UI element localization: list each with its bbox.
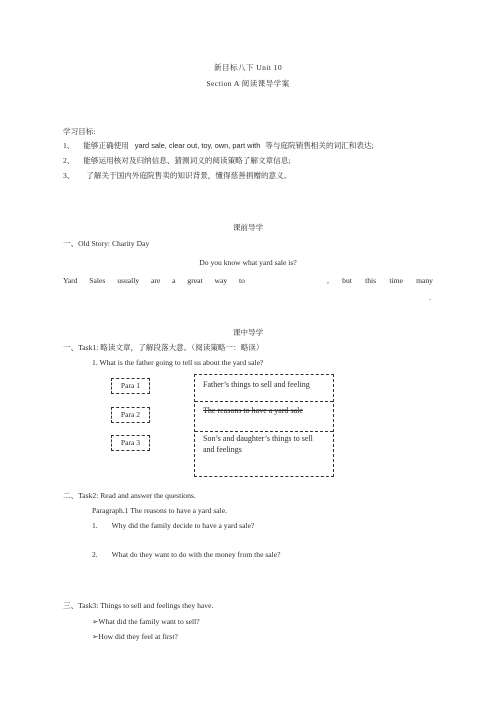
match-reasons: The reasons to have a yard sale	[203, 406, 303, 415]
sentence-word: Yard	[63, 276, 78, 285]
sentence-word: time	[389, 276, 403, 285]
objective-item-3	[63, 170, 291, 181]
match-son-daughter-things: Son’s and daughter’s things to sell	[203, 434, 313, 443]
task2-paragraph-label: Paragraph.1 The reasons to have a yard sale.	[92, 506, 228, 515]
task3-label: 三、Task3: Things to sell and feelings they have.	[63, 601, 214, 610]
yard-sale-sentence-start	[63, 276, 245, 285]
sentence-word: usually	[117, 276, 140, 285]
sentence-word: Sales	[89, 276, 106, 285]
old-story-label: 一、Old Story: Charity Day	[63, 239, 150, 248]
match-divider	[195, 401, 333, 402]
match-feelings: and feelings	[203, 445, 242, 454]
yard-sale-sentence-end	[327, 276, 433, 285]
task1-question: 1. What is the father going to tell us about the yard sale?	[92, 358, 264, 367]
objective-number: 1、	[63, 141, 75, 150]
task2-question-2	[92, 550, 281, 559]
objective-number: 3、	[63, 171, 75, 180]
para-3-box[interactable]: Para 3	[111, 435, 150, 451]
objective-text: 了解关于国内外庭院售卖的知识背景，懂得慈善捐赠的意义。	[86, 171, 292, 180]
match-father-things: Father’s things to sell and feeling	[203, 380, 310, 389]
task1-label: 一、Task1: 略读文章，了解段落大意。（阅读策略一：略读）	[63, 343, 264, 352]
page-subtitle: Section A 阅读课导学案	[206, 79, 290, 88]
sentence-word: but	[342, 276, 352, 285]
sentence-word: way	[214, 276, 228, 285]
objective-english-terms: yard sale, clear out, toy, own, part with	[134, 141, 261, 150]
objective-item-2	[63, 155, 290, 166]
objective-number: 2、	[63, 156, 75, 165]
objective-item-1	[63, 140, 374, 151]
match-divider	[195, 431, 333, 432]
task2-label: 二、Task2: Read and answer the questions.	[63, 491, 196, 500]
objective-text: 能够正确使用	[83, 141, 129, 150]
page-title: 新目标八下 Unit 10	[213, 63, 283, 72]
sentence-word: great	[187, 276, 203, 285]
task2-question-1	[92, 521, 254, 530]
sentence-word: a	[172, 276, 176, 285]
yard-sale-question: Do you know what yard sale is?	[199, 258, 297, 267]
para-2-box[interactable]: Para 2	[111, 407, 150, 423]
question-text: What do they want to do with the money from the sale?	[111, 550, 281, 559]
sentence-word: this	[365, 276, 377, 285]
sentence-word: are	[151, 276, 161, 285]
sentence-word: to	[239, 276, 245, 285]
question-text: Why did the family decide to have a yard sale?	[111, 521, 255, 530]
task3-bullet-feel: ➢How did they feel at first?	[92, 632, 178, 641]
task3-bullet-sell: ➢What did the family want to sell?	[92, 617, 200, 626]
match-box[interactable]	[194, 374, 334, 477]
objectives-heading: 学习目标:	[63, 127, 96, 136]
objective-text: 能够运用核对及归纳信息、猜测词义的阅读策略了解文章信息;	[83, 156, 291, 165]
sentence-word: many	[416, 276, 433, 285]
sentence-word: ,	[327, 276, 329, 285]
pre-class-heading: 课前导学	[232, 223, 264, 232]
sentence-end-mark: .	[429, 293, 431, 302]
objective-text-end: 等与庭院销售相关的词汇和表达;	[265, 141, 374, 150]
para-1-box[interactable]: Para 1	[111, 378, 150, 394]
question-number: 1.	[92, 521, 98, 530]
question-number: 2.	[92, 550, 98, 559]
in-class-heading: 课中导学	[232, 328, 264, 337]
